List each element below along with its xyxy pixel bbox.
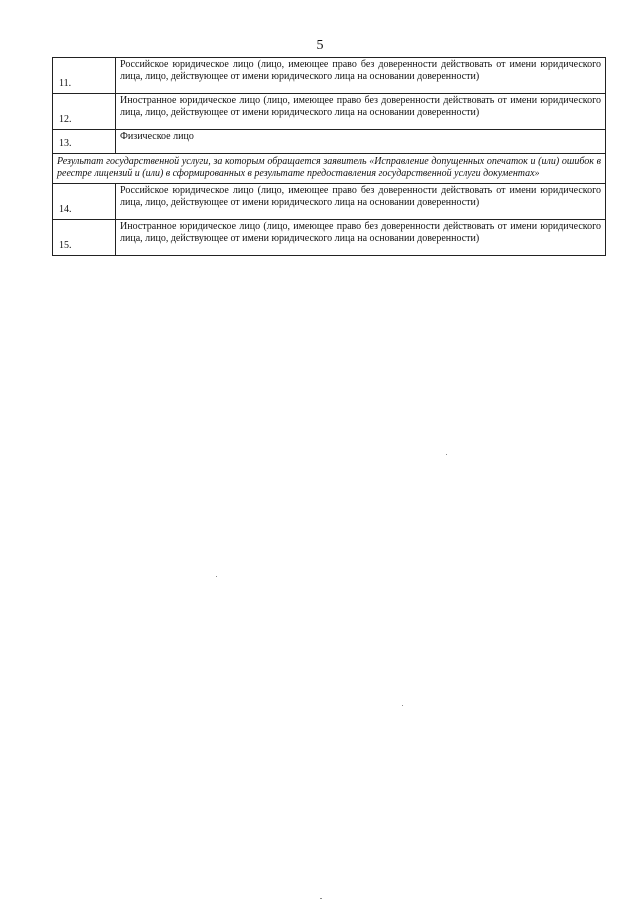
row-text: Российское юридическое лицо (лицо, имеющее право без доверенности действовать от имени юридического лица, лицо, действующее от имени юридического лица на основании доверенности) (116, 58, 606, 94)
scan-speck (320, 898, 322, 899)
row-text: Иностранное юридическое лицо (лицо, имеющее право без доверенности действовать от имени юридического лица, лицо, действующее от имени юридического лица на основании доверенности) (116, 220, 606, 256)
table-row (53, 94, 606, 130)
row-text: Физическое лицо (116, 130, 606, 154)
section-heading-row (53, 154, 606, 184)
table-row (53, 184, 606, 220)
row-text: Российское юридическое лицо (лицо, имеющее право без доверенности действовать от имени юридического лица, лицо, действующее от имени юридического лица на основании доверенности) (116, 184, 606, 220)
scan-speck (216, 576, 217, 577)
scan-speck (446, 454, 447, 455)
table-row (53, 58, 606, 94)
applicant-table (52, 57, 606, 256)
row-number: 14. (53, 184, 116, 220)
table-row (53, 220, 606, 256)
table-row (53, 130, 606, 154)
scan-speck (402, 705, 403, 706)
page-number: 5 (316, 38, 324, 53)
row-number: 15. (53, 220, 116, 256)
row-text: Иностранное юридическое лицо (лицо, имеющее право без доверенности действовать от имени юридического лица, лицо, действующее от имени юридического лица на основании доверенности) (116, 94, 606, 130)
section-heading: Результат государственной услуги, за которым обращается заявитель «Исправление допущенных опечаток и (или) ошибок в реестре лицензий и (или) в сформированных в результате предоставления государственной услуги документах» (53, 154, 606, 184)
row-number: 11. (53, 58, 116, 94)
row-number: 12. (53, 94, 116, 130)
row-number: 13. (53, 130, 116, 154)
